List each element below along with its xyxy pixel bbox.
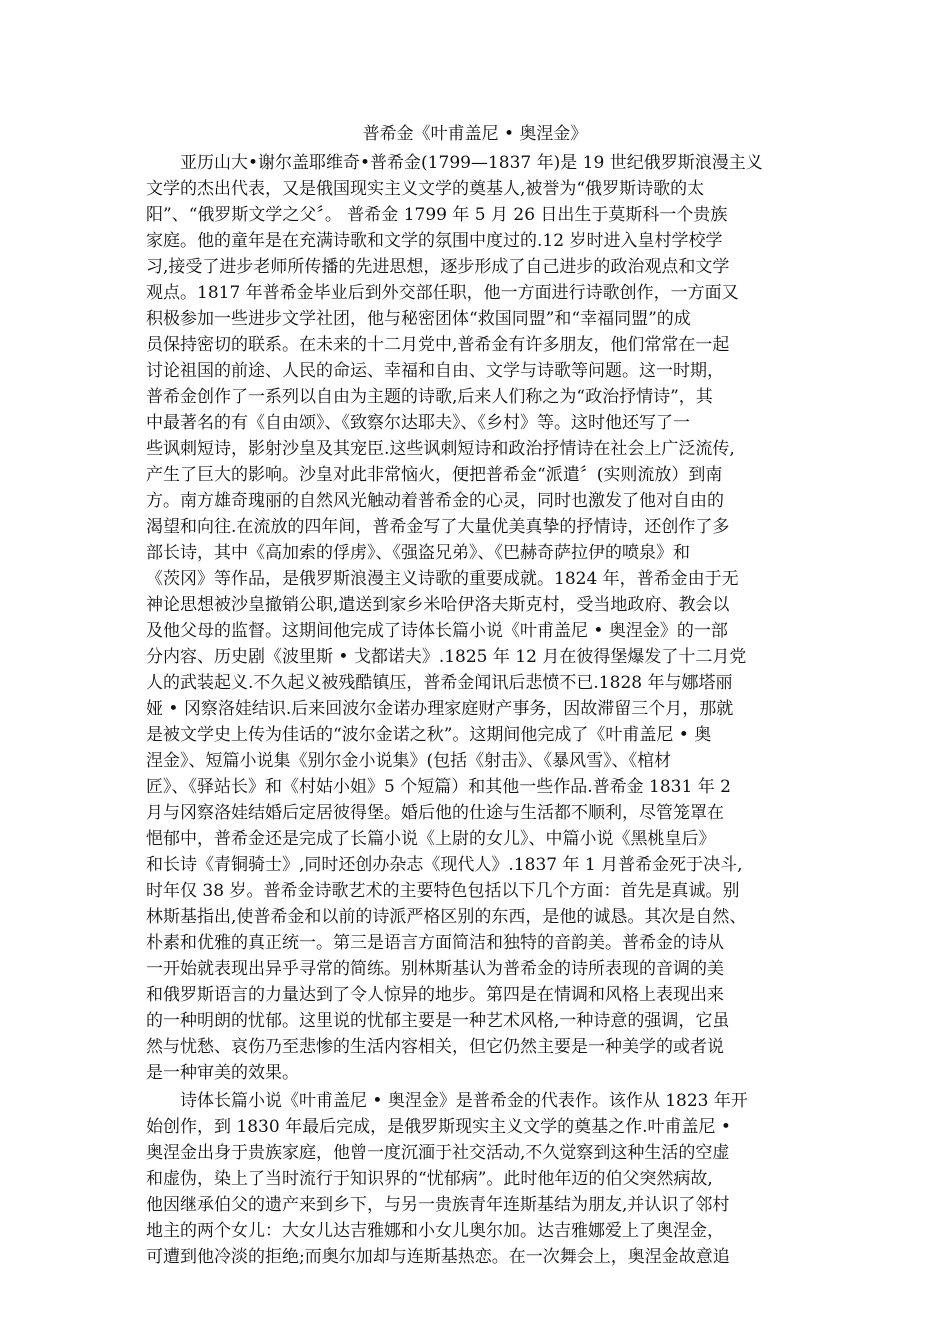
text-line: 分内容、历史剧《波里斯 • 戈都诺夫》.1825 年 12 月在彼得堡爆发了十二月党 [146,647,747,667]
text-line: 地主的两个女儿：大女儿达吉雅娜和小女儿奥尔加。达吉雅娜爱上了奥涅金， [146,1221,724,1241]
text-line: 员保持密切的联系。在未来的十二月党中,普希金有许多朋友，他们常常在一起 [146,335,730,355]
text-line: 亚历山大•谢尔盖耶维奇•普希金(1799—1837 年)是 19 世纪俄罗斯浪漫主义 [180,153,763,173]
text-line: 家庭。他的童年是在充满诗歌和文学的氛围中度过的.12 岁时进入皇村学校学 [146,231,723,251]
text-line: 他因继承伯父的遗产来到乡下，与另一贵族青年连斯基结为朋友,并认识了邻村 [146,1195,730,1215]
text-line: 始创作，到 1830 年最后完成，是俄罗斯现实主义文学的奠基之作.叶甫盖尼 • [146,1117,731,1137]
text-line: 讨论祖国的前途、人民的命运、幸福和自由、文学与诗歌等问题。这一时期， [146,361,724,381]
text-line: 中最著名的有《自由颂》、《致察尔达耶夫》、《乡村》等。这时他还写了一 [146,413,690,433]
text-line: 的一种明朗的忧郁。这里说的忧郁主要是一种艺术风格,一种诗意的强调，它虽 [146,1011,730,1031]
text-line: 部长诗，其中《高加索的俘虏》、《强盗兄弟》、《巴赫奇萨拉伊的喷泉》和 [146,543,690,563]
text-line: 人的武装起义.不久起义被残酷镇压，普希金闻讯后悲愤不已.1828 年与娜塔丽 [146,673,733,693]
text-line: 可遭到他冷淡的拒绝;而奥尔加却与连斯基热恋。在一次舞会上，奥涅金故意追 [146,1247,730,1267]
text-line: 观点。1817 年普希金毕业后到外交部任职，他一方面进行诗歌创作，一方面又 [146,283,739,303]
text-line: 奥涅金出身于贵族家庭，他曾一度沉湎于社交活动,不久觉察到这种生活的空虚 [146,1143,730,1163]
text-line: 普希金创作了一系列以自由为主题的诗歌,后来人们称之为“政治抒情诗”，其 [146,387,713,407]
text-line: 是一种审美的效果。 [146,1063,299,1083]
text-line: 娅 • 冈察洛娃结识.后来回波尔金诺办理家庭财产事务，因故滞留三个月，那就 [146,699,734,719]
text-line: 神论思想被沙皇撤销公职,遣送到家乡米哈伊洛夫斯克村，受当地政府、教会以 [146,595,730,615]
text-line: 悒郁中，普希金还是完成了长篇小说《上尉的女儿》、中篇小说《黑桃皇后》 [146,829,716,849]
text-line: 时年仅 38 岁。普希金诗歌艺术的主要特色包括以下几个方面：首先是真诚。别 [146,881,740,901]
text-line: 和长诗《青铜骑士》,同时还创办杂志《现代人》.1837 年 1 月普希金死于决斗, [146,855,743,875]
text-line: 朴素和优雅的真正统一。第三是语言方面简洁和独特的音韵美。普希金的诗从 [146,933,724,953]
text-line: 和虚伪，染上了当时流行于知识界的“忧郁病”。此时他年迈的伯父突然病故, [146,1169,713,1189]
text-line: 是被文学史上传为佳话的“波尔金诺之秋”。这期间他完成了《叶甫盖尼 • 奥 [146,725,712,745]
text-line: 月与冈察洛娃结婚后定居彼得堡。婚后他的仕途与生活都不顺利，尽管笼罩在 [146,803,724,823]
text-line: 方。南方雄奇瑰丽的自然风光触动着普希金的心灵，同时也激发了他对自由的 [146,491,724,511]
text-line: 林斯基指出,使普希金和以前的诗派严格区别的东西，是他的诚恳。其次是自然、 [146,907,747,927]
text-line: 一开始就表现出异乎寻常的简练。别林斯基认为普希金的诗所表现的音调的美 [146,959,724,979]
text-line: 和俄罗斯语言的力量达到了令人惊异的地步。第四是在情调和风格上表现出来 [146,985,724,1005]
text-line: 文学的杰出代表，又是俄国现实主义文学的奠基人,被誉为“俄罗斯诗歌的太 [146,179,705,199]
text-line: 习,接受了进步老师所传播的先进思想，逐步形成了自己进步的政治观点和文学 [146,257,730,277]
text-line: 些讽刺短诗，影射沙皇及其宠臣.这些讽刺短诗和政治抒情诗在社会上广泛流传, [146,439,735,459]
text-line: 然与忧愁、哀伤乃至悲惨的生活内容相关，但它仍然主要是一种美学的或者说 [146,1037,724,1057]
text-line: 《茨冈》等作品，是俄罗斯浪漫主义诗歌的重要成就。1824 年，普希金由于无 [146,569,739,589]
page-title: 普希金《叶甫盖尼 • 奥涅金》 [362,124,588,144]
text-line: 积极参加一些进步文学社团，他与秘密团体“救国同盟”和“幸福同盟”的成 [146,309,691,329]
text-line: 匠》、《驿站长》和《村姑小姐》5 个短篇）和其他一些作品.普希金 1831 年 2 [146,777,731,797]
text-line: 及他父母的监督。这期间他完成了诗体长篇小说《叶甫盖尼 • 奥涅金》的一部 [146,621,728,641]
text-line: 阳”、“俄罗斯文学之父〞。 普希金 1799 年 5 月 26 日出生于莫斯科一个贵族 [146,205,728,225]
text-line: 产生了巨大的影响。沙皇对此非常恼火，便把普希金“派遣〞(实则流放）到南 [146,465,723,485]
text-line: 渴望和向往.在流放的四年间，普希金写了大量优美真挚的抒情诗，还创作了多 [146,517,730,537]
text-line: 涅金》、短篇小说集《别尔金小说集》(包括《射击》、《暴风雪》、《棺材 [146,751,672,771]
text-line: 诗体长篇小说《叶甫盖尼 • 奥涅金》是普希金的代表作。该作从 1823 年开 [180,1091,748,1111]
